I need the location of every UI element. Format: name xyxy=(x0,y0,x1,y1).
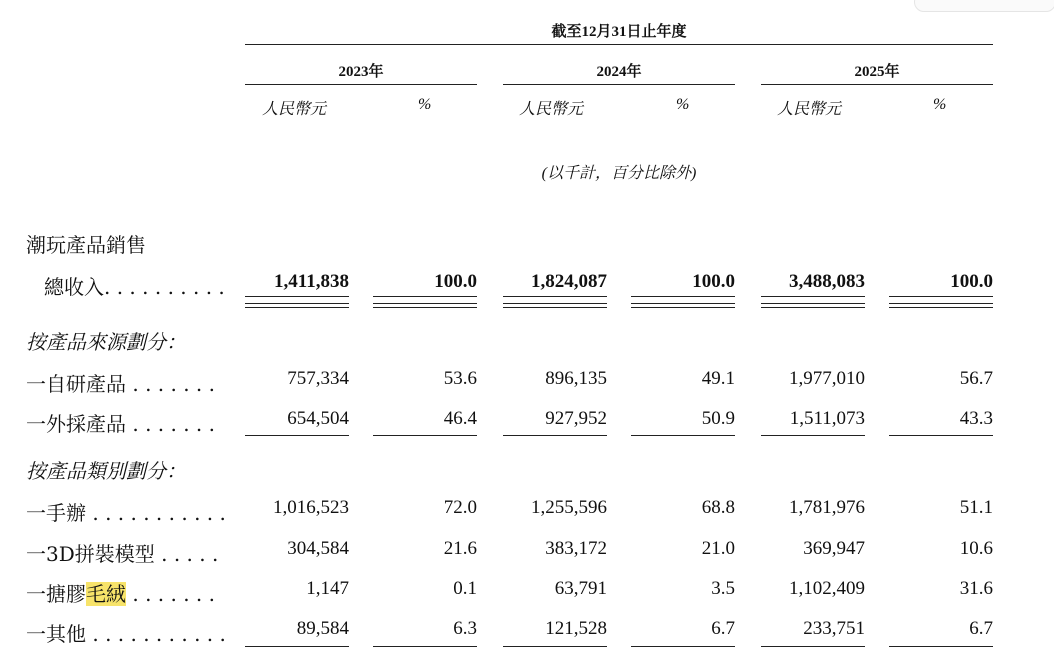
total-double-rule xyxy=(889,303,993,308)
bottom-rule xyxy=(761,646,865,647)
year-header-2025: 2025年 xyxy=(854,64,900,80)
section-title-by-source: 按產品來源劃分： xyxy=(26,330,186,354)
3d-models-2025-amount: 369,947 xyxy=(803,538,865,559)
total-double-rule xyxy=(373,303,477,308)
3d-models-2023-amount: 304,584 xyxy=(287,538,349,559)
year-header-2024: 2024年 xyxy=(596,64,642,80)
3d-models-2024-percent: 21.0 xyxy=(701,538,735,559)
self-developed-2025-amount: 1,977,010 xyxy=(789,368,865,389)
year-rule-2023 xyxy=(245,84,477,85)
bottom-rule xyxy=(631,646,735,647)
vinyl-plush-2025-amount: 1,102,409 xyxy=(789,578,865,599)
total-top-rule xyxy=(889,296,993,297)
total-double-rule xyxy=(631,303,735,308)
highlighted-text: 毛絨 xyxy=(86,582,126,606)
total-2024-percent: 100.0 xyxy=(692,271,735,292)
subtotal-rule xyxy=(761,435,865,436)
3d-models-2025-percent: 10.6 xyxy=(959,538,993,559)
total-2023-amount: 1,411,838 xyxy=(274,271,349,292)
figures-2023-amount: 1,016,523 xyxy=(273,497,349,518)
total-double-rule xyxy=(761,303,865,308)
vinyl-plush-2024-percent: 3.5 xyxy=(711,578,735,599)
outsourced-2023-percent: 46.4 xyxy=(443,408,477,429)
subtotal-rule xyxy=(631,435,735,436)
bottom-rule xyxy=(245,646,349,647)
currency-label-2024: 人民幣元 xyxy=(519,101,584,118)
row-label-outsourced: 一外採產品 . . . . . . . xyxy=(26,412,216,436)
window-corner-decoration xyxy=(914,0,1054,12)
year-header-2023: 2023年 xyxy=(338,64,384,80)
others-2023-amount: 89,584 xyxy=(296,618,349,639)
vinyl-plush-2025-percent: 31.6 xyxy=(959,578,993,599)
section-title-by-category: 按產品類別劃分： xyxy=(26,459,186,483)
year-rule-2024 xyxy=(503,84,735,85)
vinyl-plush-2024-amount: 63,791 xyxy=(554,578,607,599)
row-label-others: 一其他 . . . . . . . . . . . xyxy=(26,622,226,646)
total-2024-amount: 1,824,087 xyxy=(531,271,607,292)
outsourced-2024-amount: 927,952 xyxy=(545,408,607,429)
figures-2024-percent: 68.8 xyxy=(701,497,735,518)
currency-label-2025: 人民幣元 xyxy=(777,101,842,118)
percent-label-2025: % xyxy=(933,96,947,113)
period-header: 截至12月31日止年度 xyxy=(551,24,687,40)
bottom-rule xyxy=(503,646,607,647)
row-label-self-developed: 一自研產品 . . . . . . . xyxy=(26,372,216,396)
figures-2025-amount: 1,781,976 xyxy=(789,497,865,518)
percent-label-2024: % xyxy=(676,96,690,113)
vinyl-plush-2023-amount: 1,147 xyxy=(306,578,349,599)
row-label-vinyl-plush xyxy=(26,578,215,607)
subtotal-rule xyxy=(245,435,349,436)
units-note: (以千計，百分比除外) xyxy=(541,165,697,182)
total-top-rule xyxy=(503,296,607,297)
year-rule-2025 xyxy=(761,84,993,85)
total-top-rule xyxy=(761,296,865,297)
percent-label-2023: % xyxy=(418,96,432,113)
subtotal-rule xyxy=(889,435,993,436)
outsourced-2024-percent: 50.9 xyxy=(701,408,735,429)
row-label-3d-models: 一3D拼裝模型 . . . . . xyxy=(26,542,219,566)
figures-2024-amount: 1,255,596 xyxy=(531,497,607,518)
bottom-rule xyxy=(373,646,477,647)
outsourced-2023-amount: 654,504 xyxy=(287,408,349,429)
3d-models-2023-percent: 21.6 xyxy=(443,538,477,559)
vinyl-plush-2023-percent: 0.1 xyxy=(453,578,477,599)
total-2023-percent: 100.0 xyxy=(434,271,477,292)
row-label-figures: 一手辦 . . . . . . . . . . . xyxy=(26,501,226,525)
others-2024-amount: 121,528 xyxy=(545,618,607,639)
self-developed-2025-percent: 56.7 xyxy=(959,368,993,389)
total-2025-amount: 3,488,083 xyxy=(789,271,865,292)
figures-2023-percent: 72.0 xyxy=(443,497,477,518)
total-double-rule xyxy=(245,303,349,308)
bottom-rule xyxy=(889,646,993,647)
others-2023-percent: 6.3 xyxy=(453,618,477,639)
vinyl-plush-label-prefix: 一搪膠 xyxy=(26,582,86,606)
others-2025-percent: 6.7 xyxy=(969,618,993,639)
self-developed-2023-percent: 53.6 xyxy=(443,368,477,389)
vinyl-plush-label-suffix: . . . . . . . xyxy=(126,582,216,606)
3d-models-2024-amount: 383,172 xyxy=(545,538,607,559)
total-2025-percent: 100.0 xyxy=(950,271,993,292)
subtotal-rule xyxy=(373,435,477,436)
total-top-rule xyxy=(373,296,477,297)
self-developed-2024-amount: 896,135 xyxy=(545,368,607,389)
figures-2025-percent: 51.1 xyxy=(959,497,993,518)
total-double-rule xyxy=(503,303,607,308)
total-revenue-label: 總收入. . . . . . . . . . xyxy=(44,275,225,299)
subtotal-rule xyxy=(503,435,607,436)
outsourced-2025-amount: 1,511,073 xyxy=(789,408,865,429)
currency-label-2023: 人民幣元 xyxy=(262,101,327,118)
others-2024-percent: 6.7 xyxy=(711,618,735,639)
self-developed-2023-amount: 757,334 xyxy=(287,368,349,389)
section-title-toy-sales: 潮玩產品銷售 xyxy=(26,233,146,257)
total-top-rule xyxy=(631,296,735,297)
header-rule xyxy=(245,44,993,45)
self-developed-2024-percent: 49.1 xyxy=(701,368,735,389)
others-2025-amount: 233,751 xyxy=(803,618,865,639)
total-top-rule xyxy=(245,296,349,297)
outsourced-2025-percent: 43.3 xyxy=(959,408,993,429)
